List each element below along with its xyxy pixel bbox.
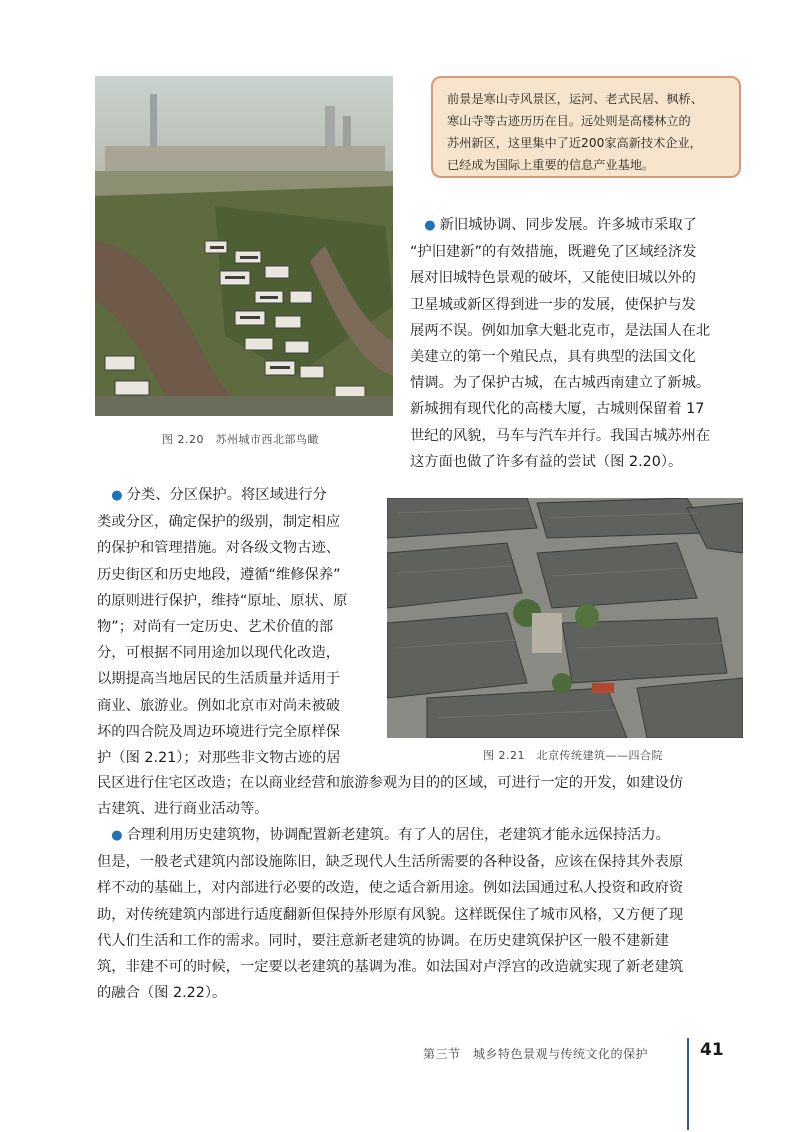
text-line: 新城拥有现代化的高楼大厦，古城则保留着 17	[410, 401, 705, 418]
figure-2-21-caption: 图 2.21 北京传统建筑——四合院	[483, 749, 663, 762]
text-line: ● 新旧城协调、同步发展。许多城市采取了	[424, 217, 697, 233]
text-line: 以期提高当地居民的生活质量并适用于	[97, 671, 341, 688]
text-line: 民区进行住宅区改造；在以商业经营和旅游参观为目的的区域，可进行一定的开发，如建设仿	[97, 775, 684, 791]
text-line: 护（图 2.21）；对那些非文物古迹的居	[97, 750, 341, 767]
text-line: 美建立的第一个殖民点，具有典型的法国文化	[410, 349, 696, 366]
text-line: 历史街区和历史地段，遵循“维修保养”	[97, 566, 341, 583]
text-line: 展对旧城特色景观的破坏，又能使旧城以外的	[410, 270, 696, 287]
text-line: 代人们生活和工作的需求。同时，要注意新老建筑的协调。在历史建筑保护区一般不建新建	[97, 932, 669, 949]
footer-divider	[687, 1038, 689, 1130]
text-line: 坏的四合院及周边环境进行完全原样保	[97, 723, 341, 740]
text-line: 古建筑、进行商业活动等。	[97, 801, 269, 818]
text-line: “护旧建新”的有效措施，既避免了区域经济发	[410, 244, 697, 261]
text-line: 的原则进行保护，维持“原址、原状、原	[97, 592, 348, 609]
text-line: 类或分区，确定保护的级别，制定相应	[97, 514, 341, 531]
text-line: 展两不误。例如加拿大魁北克市，是法国人在北	[410, 322, 711, 339]
text-line: 但是，一般老式建筑内部设施陈旧，缺乏现代人生活所需要的各种设备，应该在保持其外表原	[97, 854, 684, 871]
text-line: 这方面也做了许多有益的尝试（图 2.20）。	[410, 453, 683, 470]
figure-2-21-siheyuan-photo	[387, 498, 743, 738]
bullet-icon: ●	[424, 218, 436, 233]
text-line: 物”；对尚有一定历史、艺术价值的部	[97, 619, 334, 636]
footer-section-title: 第三节 城乡特色景观与传统文化的保护	[423, 1047, 649, 1061]
text-line: ● 合理利用历史建筑物，协调配置新老建筑。有了人的居住，老建筑才能永远保持活力。	[111, 827, 670, 843]
bullet-icon: ●	[111, 488, 123, 503]
text-line: 卫星城或新区得到进一步的发展，使保护与发	[410, 296, 696, 313]
figure-note-callout	[431, 76, 741, 178]
text-line: 筑，非建不可的时候，一定要以老建筑的基调为准。如法国对卢浮宫的改造就实现了新老建筑	[97, 959, 684, 976]
figure-2-20-aerial-suzhou-photo	[95, 76, 393, 416]
text-line: 分，可根据不同用途加以现代化改造，	[97, 645, 341, 662]
callout-line: 苏州新区，这里集中了近200家高新技术企业，	[447, 136, 702, 150]
text-line: 的融合（图 2.22）。	[97, 985, 227, 1002]
text-line: 助，对传统建筑内部进行适度翻新但保持外形原有风貌。这样既保住了城市风格，又方便了现	[97, 906, 684, 923]
figure-2-20-caption: 图 2.20 苏州城市西北部鸟瞰	[162, 433, 319, 446]
callout-line: 寒山寺等古迹历历在目。远处则是高楼林立的	[447, 114, 691, 128]
bullet-icon: ●	[111, 828, 123, 843]
paragraph-new-old-city	[410, 212, 710, 475]
callout-line: 已经成为国际上重要的信息产业基地。	[447, 158, 655, 172]
text-line: 情调。为了保护古城，在古城西南建立了新城。	[410, 375, 711, 392]
text-line: 世纪的风貌，马车与汽车并行。我国古城苏州在	[410, 427, 711, 444]
paragraph-continuation	[97, 770, 683, 822]
paragraph-historic-buildings	[97, 822, 683, 1006]
text-line: ● 分类、分区保护。将区域进行分	[111, 487, 327, 503]
page-number: 41	[700, 1040, 724, 1060]
text-line: 的保护和管理措施。对各级文物古迹、	[97, 540, 341, 557]
paragraph-classified-protection	[97, 482, 347, 771]
text-line: 商业、旅游业。例如北京市对尚未被破	[97, 697, 341, 714]
text-line: 样不动的基础上，对内部进行必要的改造，使之适合新用途。例如法国通过私人投资和政府资	[97, 880, 684, 897]
callout-line: 前景是寒山寺风景区，运河、老式民居、枫桥、	[447, 92, 703, 106]
